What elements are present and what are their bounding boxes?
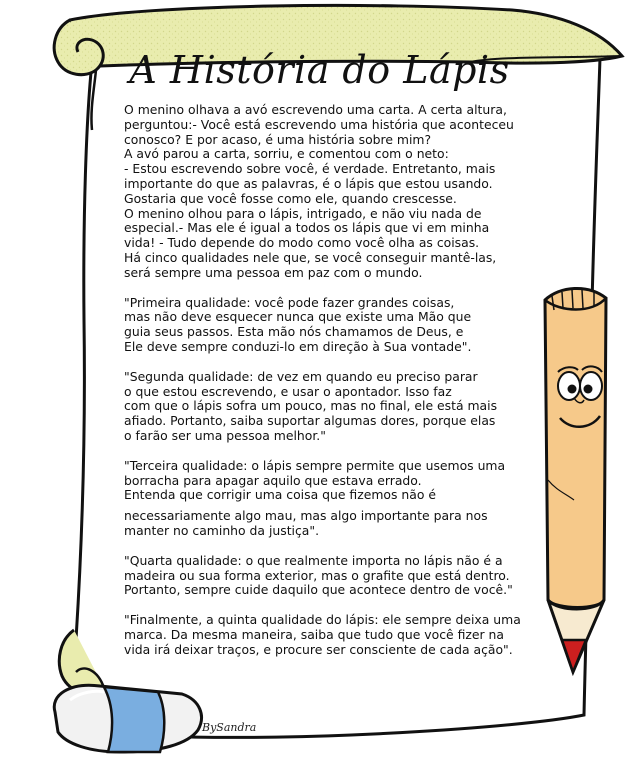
text-line: vida! - Tudo depende do modo como você olha as coisas. <box>124 235 480 251</box>
text-line: O menino olhava a avó escrevendo uma carta. A certa altura, <box>124 102 507 117</box>
story-paragraph <box>124 459 554 503</box>
text-line: Ele deve sempre conduzi-lo em direção à Sua vontade". <box>124 338 472 354</box>
pencil-illustration <box>545 288 606 672</box>
text-line: A avó parou a carta, sorriu, e comentou com o neto: <box>124 146 449 162</box>
text-line: afiado. Portanto, saiba suportar algumas dores, porque elas <box>124 413 496 429</box>
story-paragraph <box>124 509 554 539</box>
text-line: importante do que as palavras, é o lápis que estou usando. <box>124 175 493 191</box>
signature: BySandra <box>202 721 257 734</box>
text-line: mas não deve esquecer nunca que existe uma Mão que <box>124 309 472 325</box>
text-line: o que estou escrevendo, e usar o apontador. Isso faz <box>124 383 452 399</box>
text-line: "Terceira qualidade: o lápis sempre permite que usemos uma <box>124 457 506 473</box>
text-line: Portanto, sempre cuide daquilo que acontece dentro de você." <box>124 582 513 598</box>
text-line: "Quarta qualidade: o que realmente importa no lápis não é a <box>124 552 503 568</box>
text-line: borracha para apagar aquilo que estava errado. <box>124 472 422 488</box>
text-line: "Primeira qualidade: você pode fazer grandes coisas, <box>124 294 455 310</box>
text-line: o farão ser uma pessoa melhor." <box>124 427 326 443</box>
text-line: guia seus passos. Esta mão nós chamamos de Deus, e <box>124 324 464 340</box>
text-line: marca. Da mesma maneira, saiba que tudo que você fizer na <box>124 626 504 642</box>
text-line: será sempre uma pessoa em paz com o mundo. <box>124 264 423 280</box>
text-line: com que o lápis sofra um pouco, mas no final, ele está mais <box>124 398 498 414</box>
text-line: especial.- Mas ele é igual a todos os lápis que vi em minha <box>124 220 490 236</box>
page-title: A História do Lápis <box>129 48 510 92</box>
eraser-illustration <box>54 685 201 752</box>
text-line: Gostaria que você fosse como ele, quando crescesse. <box>124 190 457 206</box>
text-line: "Finalmente, a quinta qualidade do lápis: ele sempre deixa uma <box>124 612 521 628</box>
text-line: O menino olhou para o lápis, intrigado, e não viu nada de <box>124 205 482 221</box>
story-paragraph <box>124 296 554 355</box>
story-paragraph <box>124 613 554 657</box>
text-line: vida irá deixar traços, e procure ser consciente de cada ação". <box>124 641 513 657</box>
story-paragraph <box>124 370 554 444</box>
text-line: "Segunda qualidade: de vez em quando eu preciso parar <box>124 368 478 384</box>
story-paragraph <box>124 103 554 281</box>
text-line: necessariamente algo mau, mas algo importante para nos <box>124 508 488 524</box>
text-line: madeira ou sua forma exterior, mas o grafite que está dentro. <box>124 567 510 583</box>
text-line: - Estou escrevendo sobre você, é verdade. Entretanto, mais <box>124 161 496 177</box>
story-text <box>124 103 554 673</box>
text-line: manter no caminho da justiça". <box>124 522 320 538</box>
text-line: Há cinco qualidades nele que, se você conseguir mantê-las, <box>124 249 497 265</box>
story-paragraph <box>124 554 554 598</box>
text-line: conosco? E por acaso, é uma história sobre mim? <box>124 131 432 147</box>
text-line: perguntou:- Você está escrevendo uma história que aconteceu <box>124 116 514 132</box>
text-line: Entenda que corrigir uma coisa que fizemos não é <box>124 487 436 503</box>
